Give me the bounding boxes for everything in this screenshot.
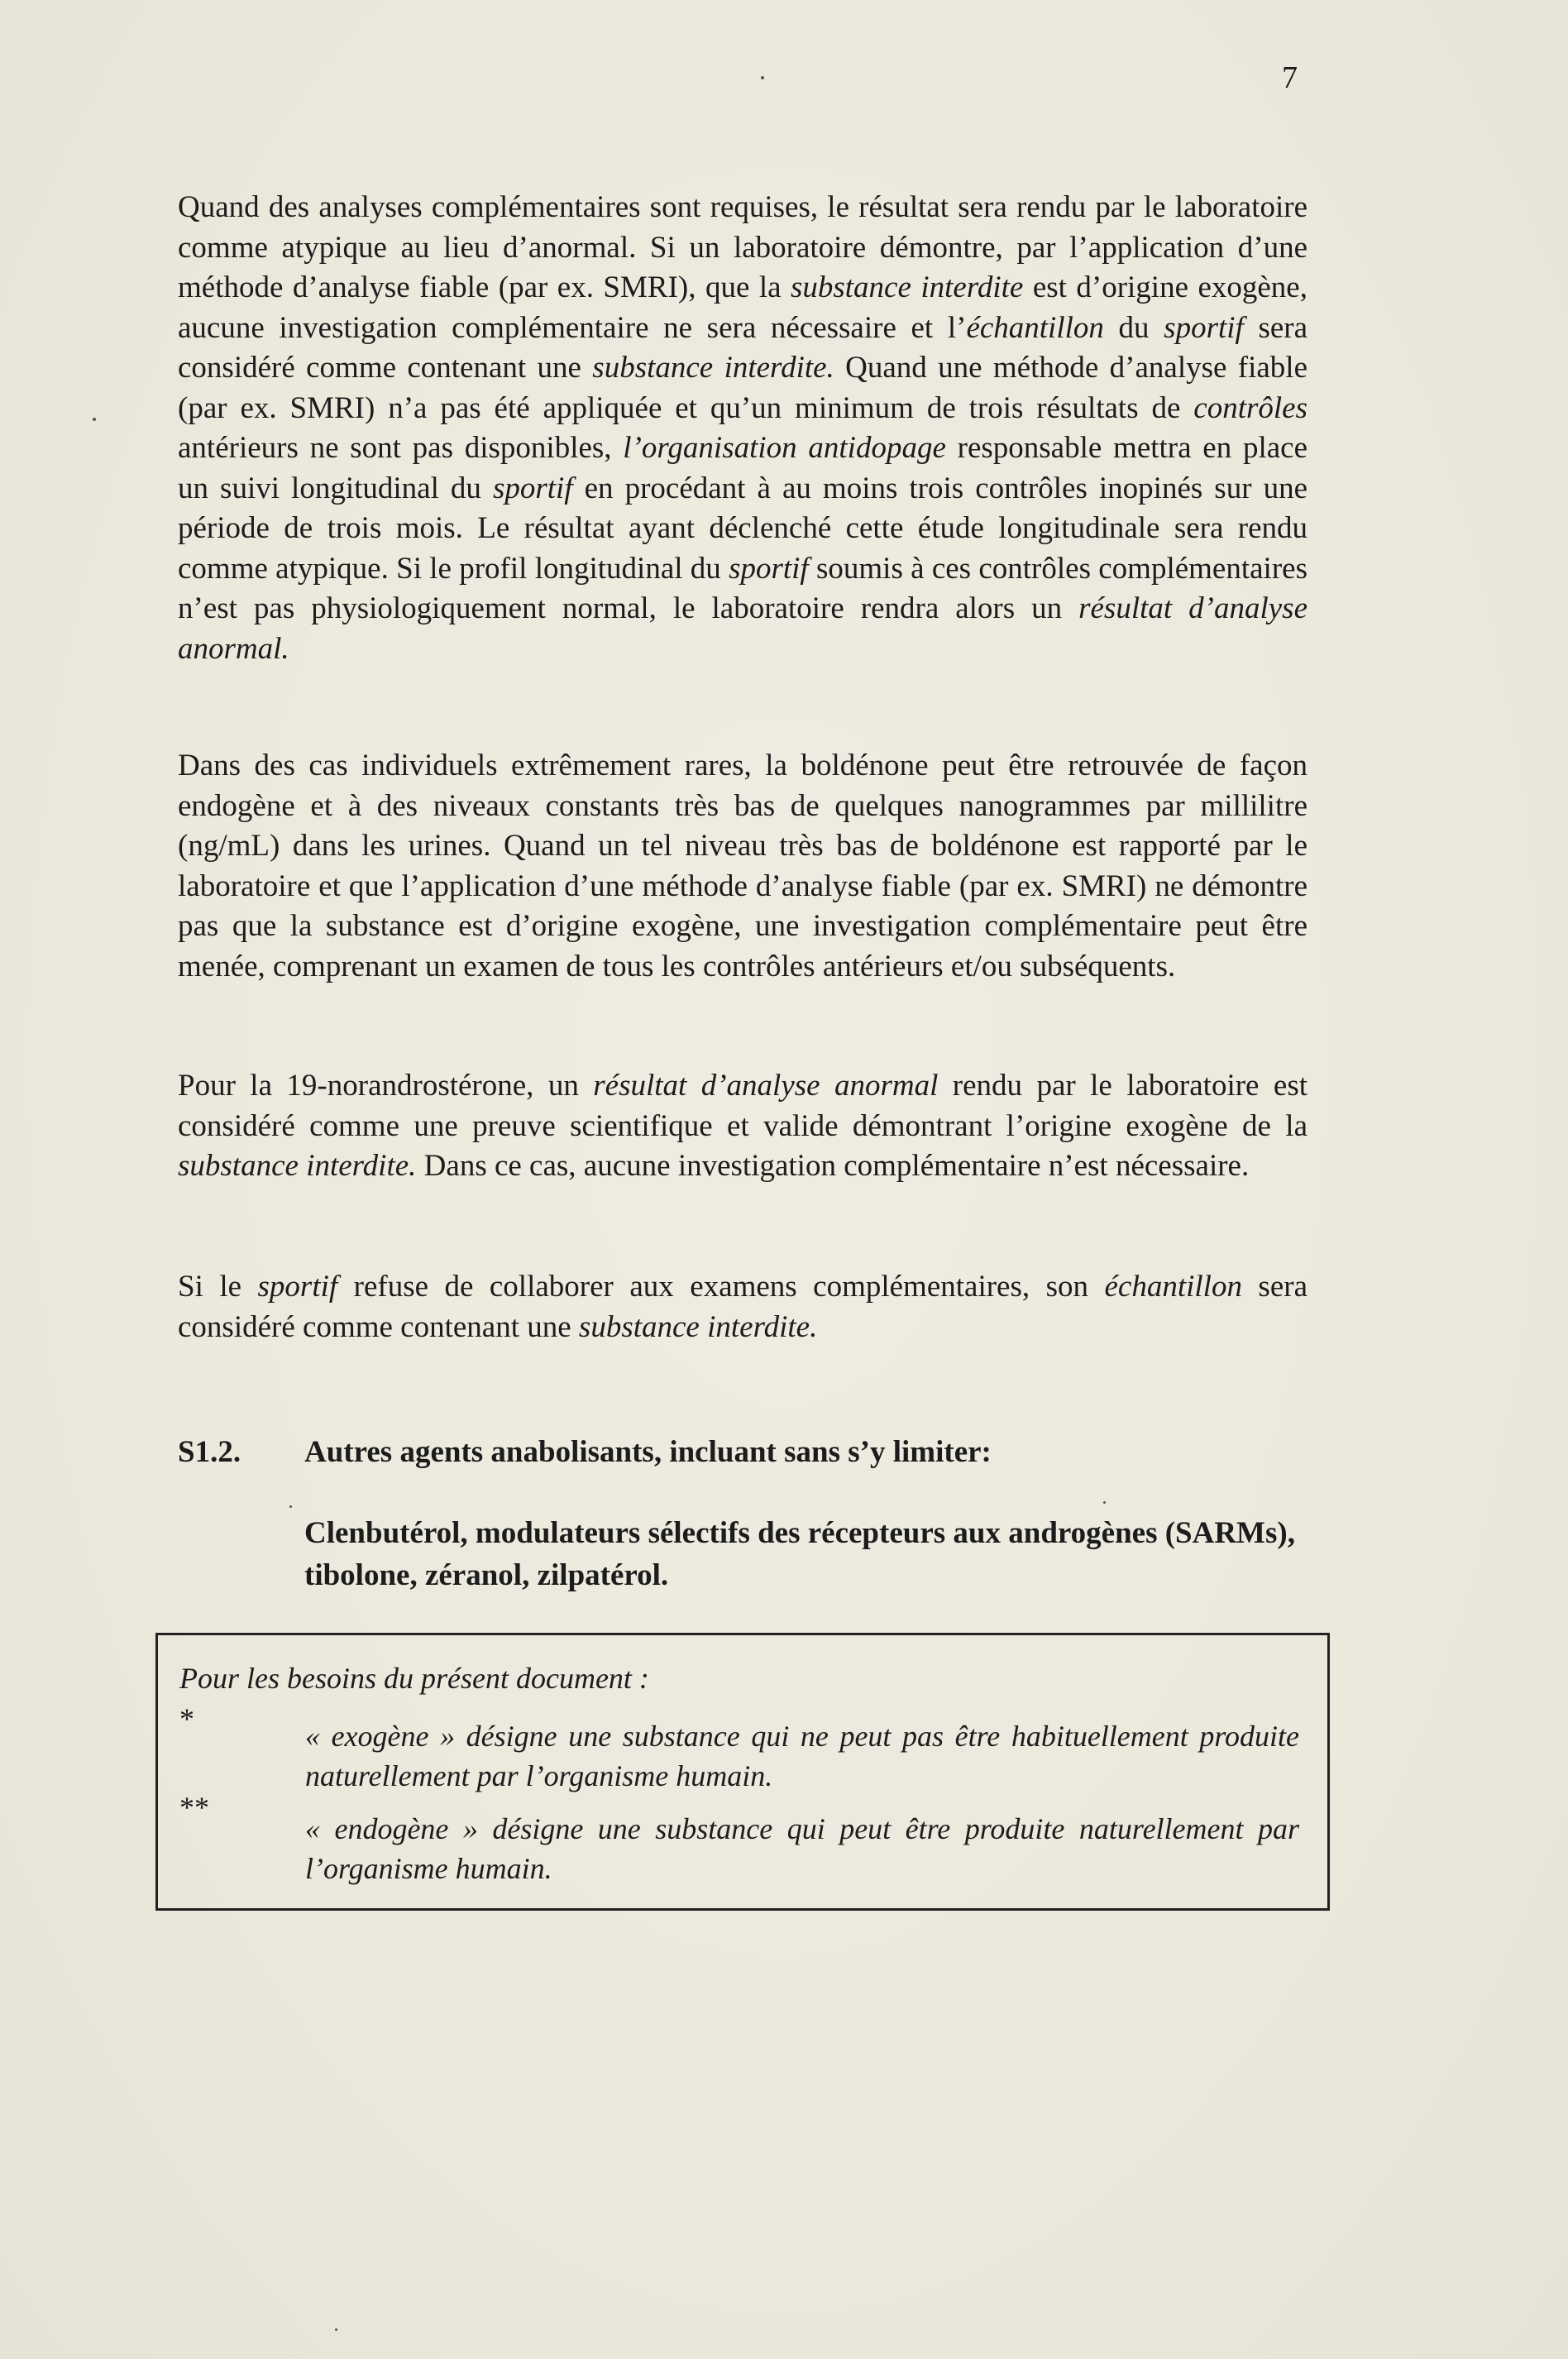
paper-speck	[289, 1505, 292, 1508]
italic-term: substance interdite.	[178, 1149, 417, 1183]
definitions-title: Pour les besoins du présent document :	[179, 1662, 649, 1695]
section-substance-list: Clenbutérol, modulateurs sélectifs des récepteurs aux androgènes (SARMs), tibolone, zéranol, zilpatérol.	[304, 1516, 1295, 1592]
paragraph-boldenone: Dans des cas individuels extrêmement rares, la boldénone peut être retrouvée de façon endogène et à des niveaux constants très bas de quelques nanogrammes par millilitre (ng/mL) dans les urines. Quand un tel niveau très bas de boldénone est rapporté par le laboratoire et que l’application d’une méthode d’analyse fiable (par ex. SMRI) ne démontre pas que la substance est d’origine exogène, une investigation complémentaire peut être menée, comprenant un examen de tous les contrôles antérieurs et/ou subséquents.	[178, 749, 1307, 983]
italic-term: sportif	[257, 1270, 338, 1304]
paper-speck	[335, 2328, 337, 2331]
definitions-box	[155, 1633, 1330, 1911]
italic-term: sportif	[729, 551, 809, 586]
definition-exogenous: « exogène » désigne une substance qui ne peut pas être habituellement produite naturellement par l’organisme humain.	[305, 1720, 1299, 1792]
italic-term: sportif	[492, 471, 573, 505]
italic-term: contrôles	[1193, 390, 1307, 425]
paper-speck	[761, 76, 764, 79]
italic-term: échantillon	[966, 310, 1104, 345]
section-number: S1.2.	[178, 1435, 241, 1469]
italic-term: substance interdite.	[578, 1309, 818, 1344]
definition-marker: **	[179, 1791, 209, 1824]
italic-term: sportif	[1164, 310, 1244, 345]
paragraph-norandrosterone: Pour la 19-norandrostérone, un résultat d’analyse anormal rendu par le laboratoire est considéré comme une preuve scientifique et valide démontrant l’origine exogène de la substance interdite. Dans ce cas, aucune investigation complémentaire n’est nécessaire.	[178, 1069, 1307, 1183]
italic-term: l’organisation antidopage	[623, 431, 946, 465]
italic-term: substance interdite.	[592, 351, 834, 385]
definition-marker: *	[179, 1702, 194, 1735]
paragraph-atypical-results: Quand des analyses complémentaires sont requises, le résultat sera rendu par le laboratoire comme atypique au lieu d’anormal. Si un laboratoire démontre, par l’application d’une méthode d’analyse fiable (par ex. SMRI), que la substance interdite est d’origine exogène, aucune investigation complémentaire ne sera nécessaire et l’échantillon du sportif sera considéré comme contenant une substance interdite. Quand une méthode d’analyse fiable (par ex. SMRI) n’a pas été appliquée et qu’un minimum de trois résultats de contrôles antérieurs ne sont pas disponibles, l’organisation antidopage responsable mettra en place un suivi longitudinal du sportif en procédant à au moins trois contrôles inopinés sur une période de trois mois. Le résultat ayant déclenché cette étude longitudinale sera rendu comme atypique. Si le profil longitudinal du sportif soumis à ces contrôles complémentaires n’est pas physiologiquement normal, le laboratoire rendra alors un résultat d’analyse anormal.	[178, 190, 1308, 666]
italic-term: substance interdite	[790, 270, 1024, 304]
italic-term: échantillon	[1104, 1270, 1242, 1304]
italic-term: résultat d’analyse anormal	[593, 1069, 939, 1103]
page-number: 7	[1282, 60, 1298, 95]
section-title: Autres agents anabolisants, incluant sans s’y limiter:	[304, 1435, 992, 1469]
paper-speck	[93, 418, 96, 421]
paragraph-athlete-refusal: Si le sportif refuse de collaborer aux examens complémentaires, son échantillon sera considéré comme contenant une substance interdite.	[178, 1270, 1307, 1344]
paper-speck	[1103, 1501, 1106, 1504]
definition-endogenous: « endogène » désigne une substance qui peut être produite naturellement par l’organisme humain.	[305, 1812, 1299, 1885]
italic-term: résultat d’analyse anormal.	[178, 591, 1307, 666]
